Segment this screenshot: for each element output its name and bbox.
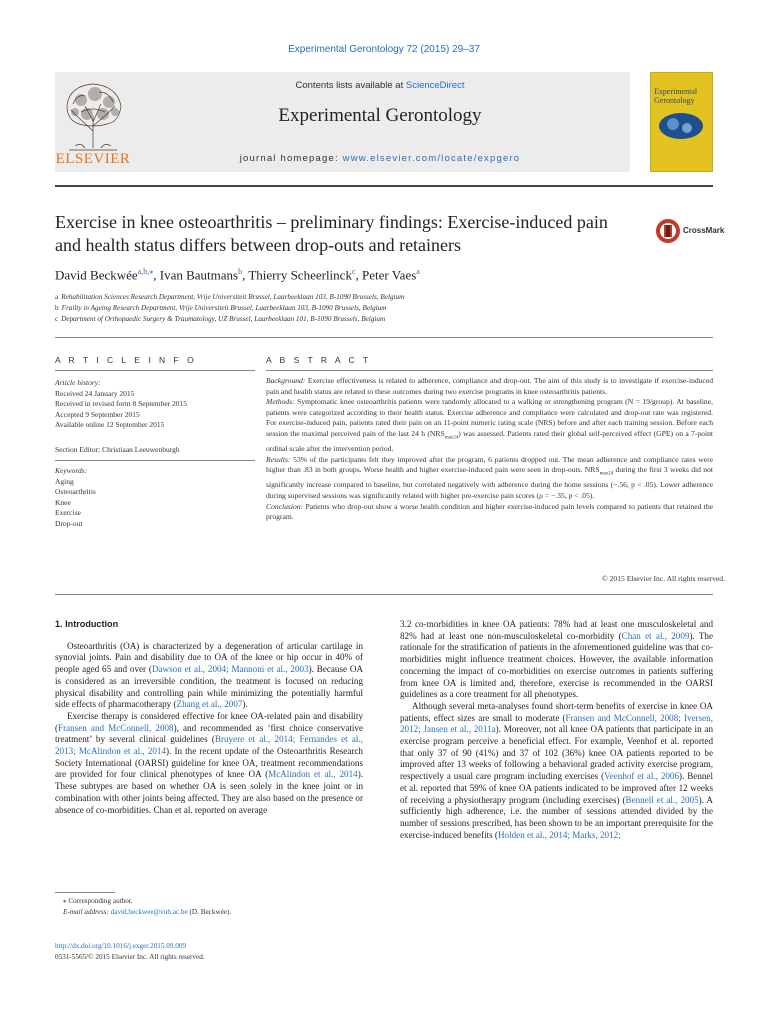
author-list — [55, 267, 695, 283]
keyword-item: Osteoarthritis — [55, 487, 96, 497]
affiliation-list — [55, 292, 695, 325]
divider — [55, 594, 713, 595]
author-name[interactable]: David Beckwée — [55, 267, 138, 283]
homepage-url-link[interactable]: www.elsevier.com/locate/expgero — [342, 153, 521, 164]
cover-sphere-image — [657, 111, 705, 141]
abstract-label: Background: — [266, 376, 306, 385]
homepage-prefix: journal homepage: — [239, 153, 343, 164]
author-affiliation-sup[interactable]: a,b, — [137, 267, 150, 276]
abstract-text: Patients who drop-out show a worse health condition and higher exercise-induced pain levels compared to patients that retained the program. — [266, 501, 713, 522]
abstract-subscript: max24 — [444, 435, 459, 441]
elsevier-wordmark: ELSEVIER — [55, 151, 131, 167]
divider — [266, 370, 713, 371]
affiliation-item — [55, 314, 695, 325]
doi-link[interactable]: http://dx.doi.org/10.1016/j.exger.2015.09.009 — [55, 942, 187, 950]
body-text: ). Bennel et al. reported that 59% of knee OA patients indicated to be improved after 12 weeks of receiving a physiotherapy program (including exercises) ( — [400, 771, 713, 805]
top-divider — [55, 185, 713, 187]
body-text: ), and recommended as ‘first choice conservative treatment’ by several clinical guidelines ( — [55, 722, 363, 745]
citation-link[interactable]: Fransen and McConnell, 2008 — [58, 722, 174, 733]
abstract-methods — [266, 397, 713, 454]
divider — [55, 370, 255, 371]
footnote-corresponding — [63, 896, 363, 907]
abstract-text: Symptomatic knee osteoarthritis patients were randomly allocated to a walking or strengthening program (N = 19/group). At baseline, patients were categorized according to their health status. Exercise adherence and compliance were calculated and drop-out rate was registered. For exercise-induced pain, patients rated their pain on an 11-point numeric rating scale (NRS) before and after each training session. Before each session the maximal perceived pain of the last 24 h (NRS — [266, 397, 713, 438]
contents-availability — [140, 80, 620, 91]
keyword-item: Knee — [55, 497, 71, 507]
body-text: Although several meta-analyses found short-term benefits of exercise in knee OA patients, effect sizes are small to moderate ( — [400, 700, 713, 723]
journal-title: Experimental Gerontology — [278, 105, 482, 126]
body-text: 3.2 co-morbidities in knee OA patients: 78% had at least one musculoskeletal and 82% had at least one non-musculoskeletal co-morbidity ( — [400, 619, 713, 641]
abstract-label: Conclusion: — [266, 501, 304, 511]
email-suffix: (D. Beckwée). — [187, 907, 232, 916]
corresponding-star[interactable]: ⁎ — [149, 267, 154, 276]
journal-cover-thumbnail[interactable] — [650, 72, 713, 172]
keyword-item: Aging — [55, 476, 74, 486]
divider — [55, 460, 255, 461]
affiliation-text: Department of Orthopaedic Surgery & Traumatology, UZ Brussel, Laarbeeklaan 101, B-1090 Brussels, Belgium — [61, 315, 386, 323]
footnote-star: ⁎ — [63, 897, 67, 905]
author-name[interactable]: Ivan Bautmans — [159, 267, 239, 283]
author-affiliation-sup[interactable]: a — [416, 267, 420, 276]
abstract-body — [266, 376, 713, 523]
article-title: Exercise in knee osteoarthritis – preliminary findings: Exercise-induced pain and health status differs between drop-outs and retainers — [55, 212, 608, 255]
citation-link[interactable]: Chan et al., 2009 — [621, 630, 690, 641]
email-link[interactable]: david.beckwee@vub.ac.be — [110, 907, 188, 916]
issn-copyright: 0531-5565/© 2015 Elsevier Inc. All rights reserved. — [55, 952, 205, 961]
abstract-label: Methods: — [266, 397, 295, 407]
journal-reference-link[interactable]: Experimental Gerontology 72 (2015) 29–37 — [288, 44, 480, 55]
body-text: ). — [242, 699, 248, 710]
body-paragraph — [400, 701, 713, 841]
author-separator: , — [242, 267, 249, 283]
author-affiliation-sup[interactable]: c — [351, 267, 356, 276]
author-separator: , — [153, 267, 160, 283]
affiliation-text: Frailty in Ageing Research Department, Vrije Universiteit Brussel, Laarbeeklaan 103, B-1090 Brussels, Belgium — [61, 304, 387, 312]
body-paragraph — [55, 711, 363, 816]
body-right-column — [400, 619, 713, 841]
abstract-text: ) was assessed. Patients rated their global self-perceived effect (GPE) on a 7-point ordinal scale after the intervention period. — [266, 428, 713, 454]
keywords-label: Keywords: — [55, 466, 88, 475]
abstract-text: Exercise effectiveness is related to adherence, compliance and drop-out. The aim of this study is to investigate if exercise-induced pain and health status are related to these outcomes during two exercise programs in knee osteoarthritis patients. — [266, 376, 713, 396]
citation-link[interactable]: Bruyere et al., 2014; Fernandes et al., 2013; McAlindon et al., 2014 — [55, 734, 363, 757]
citation-link[interactable]: Veenhof et al., 2006 — [604, 771, 680, 782]
article-history-label: Article history: — [55, 378, 101, 387]
keyword-item: Exercise — [55, 508, 81, 518]
abstract-label: Results: — [266, 454, 291, 464]
body-text: Osteoarthritis (OA) is characterized by a degeneration of articular cartilage in synovial joints. Pain and disability due to OA of the knee or hip occur in 40% of people aged 65 and over ( — [55, 640, 363, 675]
author-separator: , — [355, 267, 362, 283]
abstract-heading: A B S T R A C T — [266, 355, 372, 365]
abstract-copyright: © 2015 Elsevier Inc. All rights reserved. — [601, 574, 725, 583]
body-left-column — [55, 619, 363, 816]
history-item: Available online 12 September 2015 — [55, 420, 165, 430]
citation-link[interactable]: Fransen and McConnell, 2008; Iversen, 2012; Jansen et al., 2011a — [400, 712, 713, 735]
keywords — [55, 466, 255, 530]
author-name[interactable]: Peter Vaes — [362, 267, 417, 283]
divider — [55, 337, 713, 338]
abstract-text: 53% of the participants felt they improved after the program, 6 patients dropped out. The mean adherence and compliance rates were higher than .83 in both groups. Worse health and higher exercise-induced pain were seen in drop-outs. NRS — [266, 454, 713, 475]
abstract-text: during the first 3 weeks did not significantly increase compared to baseline, but correlated negatively with adherence during the home sessions (−.56, p < .05). Lower adherence during supervised sessions was significantly related with higher pre-exercise pain scores (ρ = −.35, p < .05). — [266, 465, 713, 500]
body-text: ). These subtypes are based on whether OA is seen solely in the knee joint or in combination with other joints being affected. They are also based on the presence or absence of co-morbidities. Chan et al. reported on average — [55, 769, 363, 815]
author-affiliation-sup[interactable]: b — [238, 267, 243, 276]
history-item: Received 24 January 2015 — [55, 388, 135, 398]
history-item: Accepted 9 September 2015 — [55, 409, 140, 419]
email-label: E-mail address: — [63, 907, 109, 916]
body-text: ). The rationale for the stratification of patients in the aforementioned guideline was that co-morbidities might influence treatment choices. However, the available information concerning the impact of co-morbidities on exercise outcomes in patients suffering from knee OA is limited and, therefore, exercise is recommended in the OARSI guidelines as a core treatment for all phenotypes. — [400, 630, 713, 700]
body-text: ). In the recent update of the Osteoarthritis Research Society International (OARSI) guideline for knee OA, treatment recommendations are provided for four clinical phenotypes of knee OA ( — [55, 746, 363, 780]
cover-title-line1: Experimental — [654, 87, 698, 96]
affiliation-sup: a — [55, 293, 59, 301]
cover-title — [654, 87, 712, 105]
footnote-text: Corresponding author. — [68, 897, 133, 905]
article-history — [55, 378, 255, 431]
history-item: Received in revised form 8 September 2015 — [55, 399, 188, 409]
section-heading-introduction: 1. Introduction — [55, 619, 119, 629]
affiliation-sup: b — [55, 304, 59, 312]
body-paragraph — [55, 641, 363, 711]
contents-prefix: Contents lists available at — [295, 80, 406, 91]
abstract-conclusion — [266, 502, 713, 523]
affiliation-sup: c — [55, 315, 59, 323]
abstract-subscript: max24 — [599, 471, 614, 477]
body-text: ). A sufficiently high adherence, i.e. the number of sessions attended divided by the number of sessions prescribed, has been shown to be an important prerequisite for the exercise-induced benefits ( — [400, 794, 714, 840]
cover-title-line2: Gerontology — [654, 96, 695, 105]
body-text: ). Because OA is considered as an irreversible condition, the treatment is focused on reducing physical disability and controlling pain while minimizing the potentially harmful side effects of pharmacotherapy ( — [55, 664, 364, 710]
abstract-background — [266, 376, 713, 397]
body-text: ). Moreover, not all knee OA patients that participate in an exercise program perceive a beneficial effect. For example, Veenhof et al. reported that only 37 of 90 (41%) and 37 of 102 (36%) knee OA patients reported to be improved after 13 weeks of following a behavioral graded activity exercise program, respectively a usual care program including exercises ( — [400, 724, 713, 782]
body-paragraph — [400, 619, 713, 701]
sciencedirect-link[interactable]: ScienceDirect — [405, 80, 465, 91]
affiliation-item — [55, 303, 695, 314]
abstract-results — [266, 455, 713, 502]
citation-link[interactable]: Zhang et al., 2007 — [176, 699, 243, 710]
affiliation-item — [55, 292, 695, 303]
author-name[interactable]: Thierry Scheerlinck — [248, 267, 352, 283]
citation-link[interactable]: Holden et al., 2014; Marks, 2012; — [497, 829, 621, 840]
crossmark-label[interactable]: CrossMark — [683, 226, 725, 235]
footnote — [63, 896, 363, 917]
doi-block — [55, 941, 375, 962]
affiliation-text: Rehabilitation Sciences Research Department, Vrije Universiteit Brussel, Laarbeeklaan 103, B-1090 Brussels, Belgium — [61, 293, 405, 301]
article-info-heading: A R T I C L E I N F O — [55, 355, 197, 365]
footnote-divider — [55, 892, 115, 893]
keyword-item: Drop-out — [55, 518, 83, 528]
citation-link[interactable]: McAlindon et al., 2014 — [268, 769, 358, 780]
section-editor: Section Editor: Christiaan Leeuwenburgh — [55, 445, 180, 454]
journal-homepage — [140, 153, 620, 164]
body-text: Exercise therapy is considered effective for knee OA-related pain and disability ( — [55, 710, 363, 733]
footnote-email — [63, 907, 363, 918]
citation-link[interactable]: Bennell et al., 2005 — [625, 794, 699, 805]
citation-link[interactable]: Dawson et al., 2004; Mannoni et al., 2003 — [151, 664, 309, 675]
